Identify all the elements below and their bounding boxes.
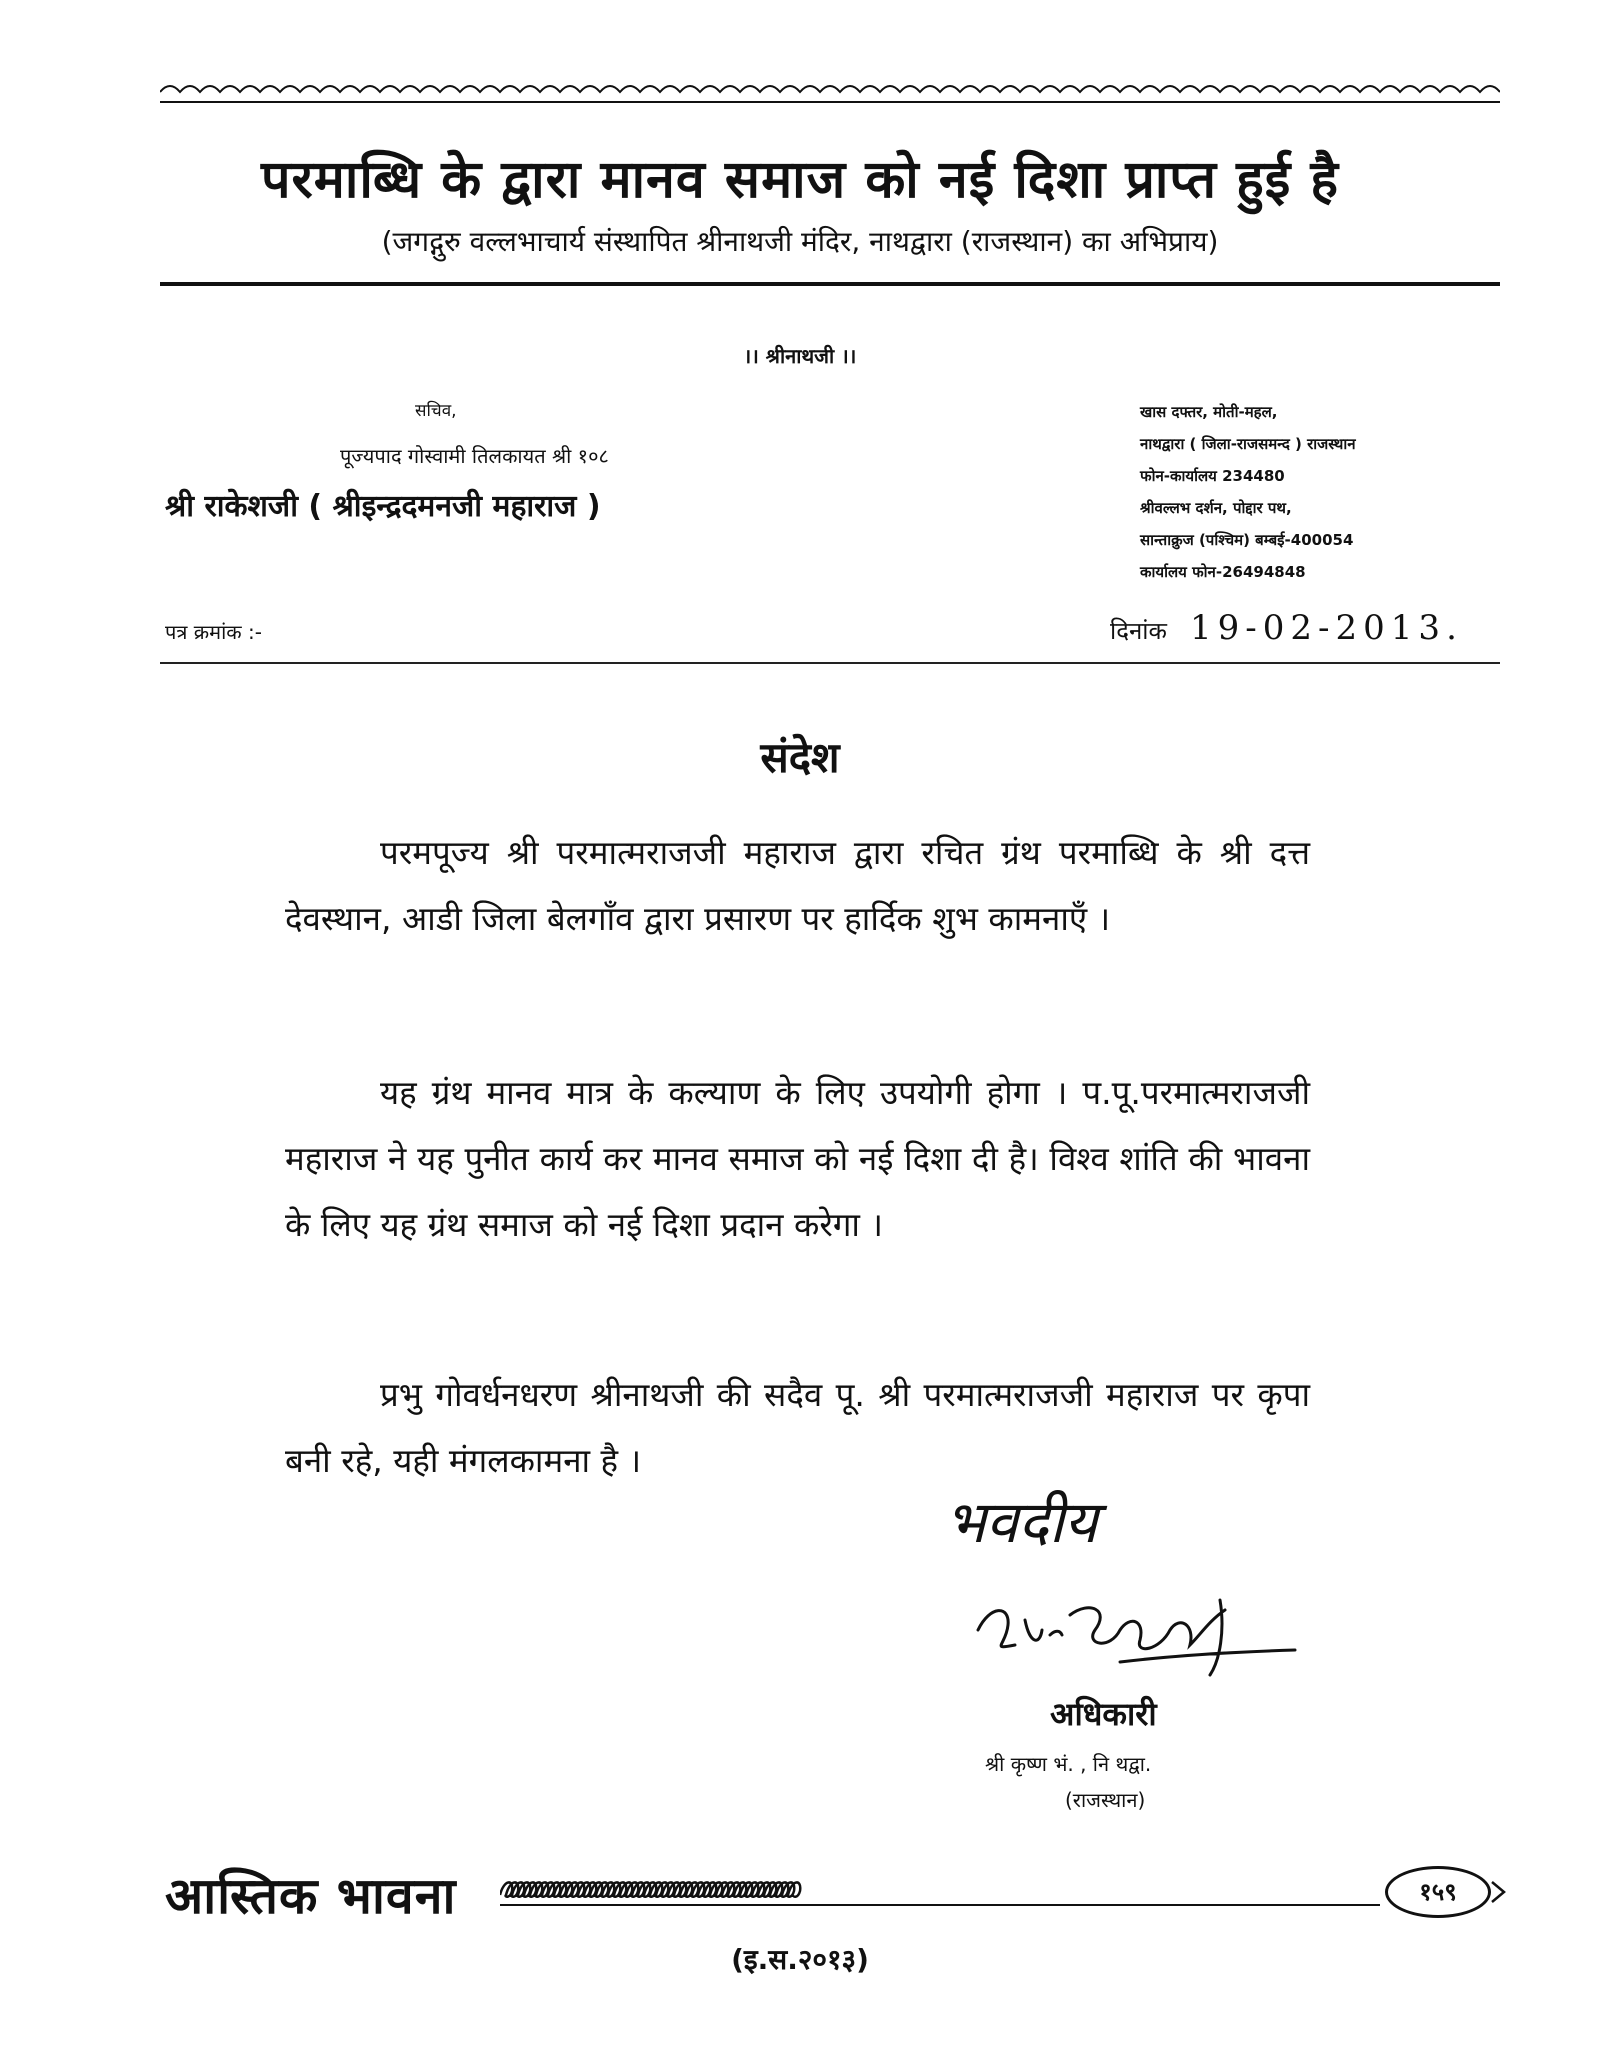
message-paragraph: यह ग्रंथ मानव मात्र के कल्याण के लिए उपयोगी होगा । प.पू.परमात्मराजजी महाराज ने यह पुनीत कार्य कर मानव समाज को नई दिशा दी है। विश्व शांति की भावना के लिए यह ग्रंथ समाज को नई दिशा प्रदान करेगा । xyxy=(285,1073,1310,1244)
page-number-tail xyxy=(1490,1880,1506,1904)
reference-label: पत्र क्रमांक :- xyxy=(165,620,262,644)
date-value: 19-02-2013. xyxy=(1190,608,1463,648)
page-title: परमाब्धि के द्वारा मानव समाज को नई दिशा प्राप्त हुई है xyxy=(260,150,1340,210)
letter-date xyxy=(1110,608,1463,648)
letterhead-divider xyxy=(160,662,1500,664)
address-line: श्रीवल्लभ दर्शन, पोद्दार पथ, xyxy=(1140,499,1292,517)
message-paragraph: परमपूज्य श्री परमात्मराजजी महाराज द्वारा रचित ग्रंथ परमाब्धि के श्री दत्त देवस्थान, आडी जिला बेलगाँव द्वारा प्रसारण पर हार्दिक शुभ कामनाएँ । xyxy=(285,833,1310,938)
officer-place: (राजस्थान) xyxy=(1065,1788,1146,1812)
handwritten-signature xyxy=(970,1590,1300,1680)
page-number: १५९ xyxy=(1385,1866,1491,1918)
invocation: ।। श्रीनाथजी ।। xyxy=(743,344,857,368)
office-address xyxy=(1140,396,1500,588)
sender-post: सचिव, xyxy=(415,401,457,421)
footer-year: (इ.स.२०१३) xyxy=(731,1943,869,1976)
address-line: नाथद्वारा ( जिला-राजसमन्द ) राजस्थान xyxy=(1140,435,1356,453)
top-wave-border xyxy=(160,78,1500,104)
valediction: भवदीय xyxy=(945,1488,1098,1556)
officer-line: श्री कृष्ण भं. , नि थद्वा. xyxy=(985,1752,1152,1776)
message-title: संदेश xyxy=(760,733,840,782)
page-subtitle: (जगद्गुरु वल्लभाचार्य संस्थापित श्रीनाथजी मंदिर, नाथद्वारा (राजस्थान) का अभिप्राय) xyxy=(381,225,1219,258)
address-line: सान्ताक्रुज (पश्चिम) बम्बई-400054 xyxy=(1140,531,1354,549)
sender-name: श्री राकेशजी ( श्रीइन्द्रदमनजी महाराज ) xyxy=(165,489,601,524)
sender-title: पूज्यपाद गोस्वामी तिलकायत श्री १०८ xyxy=(340,444,609,468)
footer-wave-border xyxy=(500,1875,1380,1909)
address-line: कार्यालय फोन-26494848 xyxy=(1140,563,1306,581)
footer-brand: आस्तिक भावना xyxy=(165,1867,457,1925)
header-divider xyxy=(160,282,1500,286)
officer-title: अधिकारी xyxy=(1050,1695,1157,1733)
address-line: फोन-कार्यालय 234480 xyxy=(1140,467,1285,485)
date-label: दिनांक xyxy=(1110,617,1167,645)
message-paragraph: प्रभु गोवर्धनधरण श्रीनाथजी की सदैव पू. श्री परमात्मराजजी महाराज पर कृपा बनी रहे, यही मंगलकामना है । xyxy=(285,1375,1310,1480)
address-line: खास दफ्तर, मोती-महल, xyxy=(1140,403,1278,421)
